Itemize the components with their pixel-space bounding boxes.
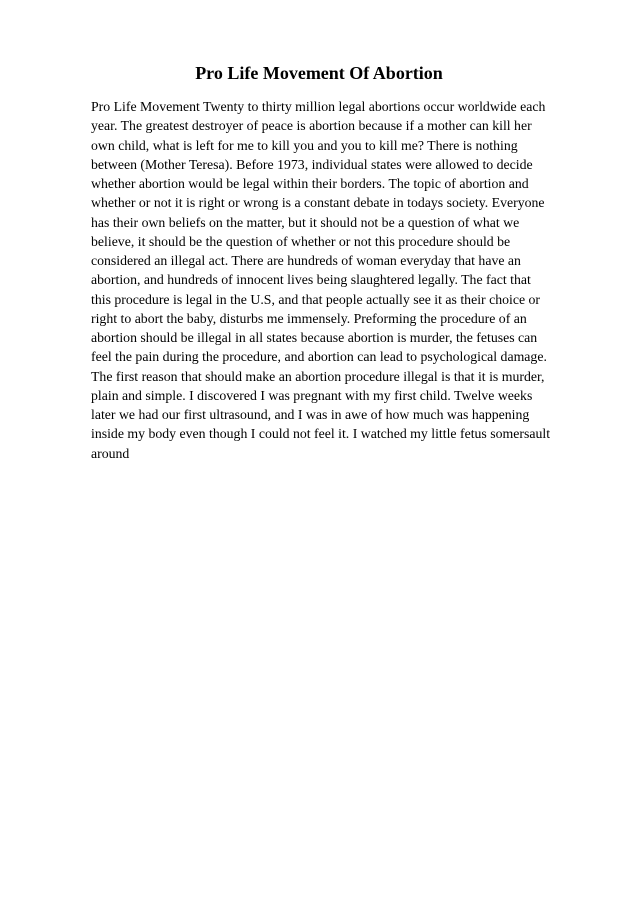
document-body — [91, 97, 581, 463]
body-line: abortion, and hundreds of innocent lives being slaughtered legally. The fact that — [91, 272, 531, 288]
body-line: year. The greatest destroyer of peace is abortion because if a mother can kill her — [91, 118, 532, 134]
body-line: plain and simple. I discovered I was pregnant with my first child. Twelve weeks — [91, 387, 533, 403]
body-line: The first reason that should make an abortion procedure illegal is that it is murder, — [91, 368, 545, 384]
body-line: has their own beliefs on the matter, but it should not be a question of what we — [91, 214, 520, 230]
body-line: own child, what is left for me to kill you and you to kill me? There is nothing — [91, 137, 518, 153]
body-line: believe, it should be the question of whether or not this procedure should be — [91, 233, 511, 249]
body-line: abortion should be illegal in all states because abortion is murder, the fetuses can — [91, 330, 538, 345]
body-line: right to abort the baby, disturbs me immensely. Preforming the procedure of an — [91, 310, 527, 326]
body-line: this procedure is legal in the U.S, and that people actually see it as their choice or — [91, 291, 541, 307]
body-line: around — [91, 445, 130, 461]
body-line: inside my body even though I could not feel it. I watched my little fetus somersault — [91, 426, 551, 442]
body-line: whether or not it is right or wrong is a constant debate in todays society. Everyone — [91, 195, 545, 211]
body-line: between (Mother Teresa). Before 1973, individual states were allowed to decide — [91, 156, 533, 172]
body-line: whether abortion would be legal within their borders. The topic of abortion and — [91, 176, 529, 191]
body-line: later we had our first ultrasound, and I was in awe of how much was happening — [91, 407, 530, 422]
body-line: Pro Life Movement Twenty to thirty million legal abortions occur worldwide each — [91, 99, 546, 114]
document-title: Pro Life Movement Of Abortion — [195, 63, 443, 83]
body-line: feel the pain during the procedure, and abortion can lead to psychological damage. — [91, 349, 547, 365]
body-line: considered an illegal act. There are hundreds of woman everyday that have an — [91, 253, 521, 268]
